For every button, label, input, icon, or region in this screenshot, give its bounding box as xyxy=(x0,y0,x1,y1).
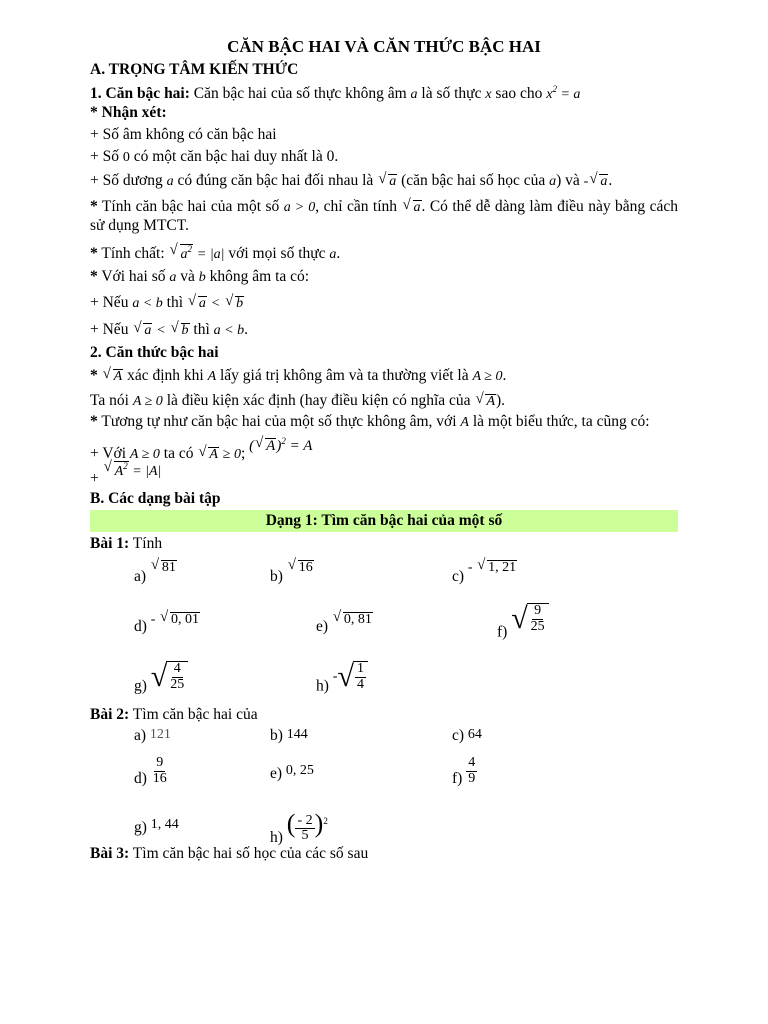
two-numbers-line: * Với hai số a và b không âm ta có: xyxy=(90,268,310,286)
bai-2-b: b) 144 xyxy=(270,727,308,745)
bai-1-b: b) √ 16 xyxy=(270,567,314,587)
bai-1-e: e) √ 0, 81 xyxy=(316,617,373,637)
if-line-2: + Nếu √ a < √ b thì a < b. xyxy=(90,320,678,340)
similar-note: * Tương tự như căn bậc hai của một số thực không âm, với A là một biểu thức, ta cũng có: xyxy=(90,413,650,431)
property-line: * Tính chất: √ $a^2 = |a|$ với mọi số thực a. xyxy=(90,244,678,264)
compute-note: * Tính căn bậc hai của một số a > 0, chỉ cần tính √ a. Có thể dễ dàng làm điều này bằng cách sử dụng MTCT. xyxy=(90,197,678,236)
bai-1-row-1 xyxy=(90,553,678,603)
bai-2-row-1 xyxy=(90,724,678,746)
bai-2-heading: Bài 2: Tìm căn bậc hai của xyxy=(90,706,258,723)
bai-1-a: a) √ 81 xyxy=(134,567,177,587)
page-title: CĂN BẬC HAI VÀ CĂN THỨC BẬC HAI xyxy=(227,37,541,56)
bai-2-c: c) 64 xyxy=(452,727,482,745)
section-2-heading: 2. Căn thức bậc hai xyxy=(90,343,219,361)
bai-2-row-3 xyxy=(90,794,678,847)
bai-2-f: f) $\frac{4}{9}$ xyxy=(452,755,476,788)
bai-2-a: a) 121 xyxy=(134,727,171,745)
dang-1-banner: Dạng 1: Tìm căn bậc hai của một số xyxy=(90,510,678,531)
bai-1-d: d) - √ 0, 01 xyxy=(134,617,200,637)
with-a-line: + Với A ≥ 0 ta có √ A ≥ 0; (√ A)$^2$ = A xyxy=(90,444,678,464)
if-line-1: + Nếu a < b thì √ a < √ b xyxy=(90,293,678,313)
bai-2-row-2 xyxy=(90,746,678,794)
remark-2: + Số 0 có một căn bậc hai duy nhất là 0. xyxy=(90,147,339,165)
remark-1: + Số âm không có căn bậc hai xyxy=(90,125,277,143)
bai-2-g: g) 1, 44 xyxy=(134,817,179,837)
condition-note: Ta nói A ≥ 0 là điều kiện xác định (hay điều kiện có nghĩa của √ A). xyxy=(90,391,678,411)
section-a-heading: A. TRỌNG TÂM KIẾN THỨC xyxy=(90,61,299,79)
nhan-xet-heading: * Nhận xét: xyxy=(90,104,167,122)
condition-line: * √ A xác định khi A lấy giá trị không âm và ta thường viết là A ≥ 0. xyxy=(90,366,678,386)
bai-1-row-2 xyxy=(90,603,678,655)
bai-1-g: g) √ $\frac{4}{25}$ xyxy=(134,671,188,702)
remark-3: + Số dương a có đúng căn bậc hai đối nhau là √ a (căn bậc hai số học của a) và -√ a. xyxy=(90,171,678,191)
section-b-heading: B. Các dạng bài tập xyxy=(90,489,221,507)
bai-1-h: h) - √ $\frac{1}{4}$ xyxy=(316,671,368,702)
bai-2-d: d) $\frac{9}{16}$ xyxy=(134,755,167,788)
abs-line: + √ $A^2 = |A|$ xyxy=(90,469,678,489)
document xyxy=(90,36,678,864)
bai-2-e: e) 0, 25 xyxy=(270,763,314,783)
bai-1-f: f) √ $\frac{9}{25}$ xyxy=(497,617,549,648)
bai-1-c: c) - √ 1, 21 xyxy=(452,567,517,587)
definition-line: 1. Căn bậc hai: Căn bậc hai của số thực không âm a là số thực x sao cho $x^2 = a$ xyxy=(90,83,581,102)
bai-1-row-3 xyxy=(90,655,678,703)
bai-2-h: h) ( $\frac{- 2}{5}$ )$^2$ xyxy=(270,809,328,847)
bai-3-heading: Bài 3: Tìm căn bậc hai số học của các số sau xyxy=(90,845,369,863)
bai-1-heading: Bài 1: Tính xyxy=(90,534,163,552)
